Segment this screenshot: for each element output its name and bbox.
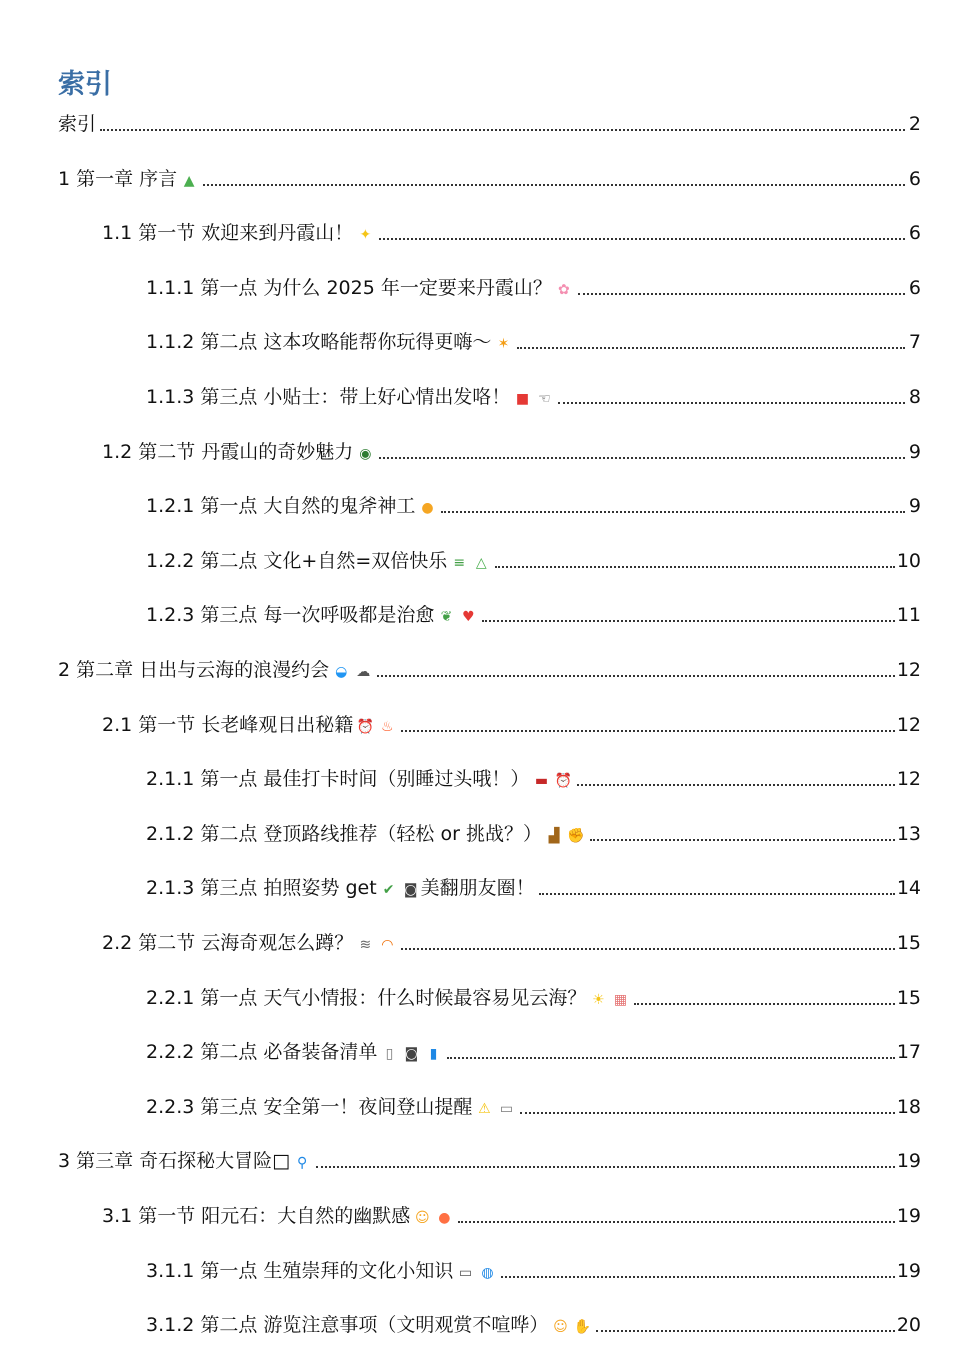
toc-leader-dots — [377, 675, 895, 677]
eye-icon: ◉ — [359, 445, 372, 462]
toc-leader-dots — [517, 347, 905, 349]
toc-entry-number: 1.1.3 — [146, 386, 201, 408]
toc-entry-number: 2.1.3 — [146, 877, 201, 900]
toc-entry[interactable] — [0, 1307, 921, 1337]
toc-page-number: 15 — [896, 932, 921, 954]
sun-cloud-icon: ☀ — [592, 991, 605, 1008]
raised-hand-icon: ✋ — [573, 1319, 592, 1336]
toc-entry-icons — [455, 1263, 497, 1283]
toc-page-number: 12 — [896, 713, 921, 736]
toc-entry-number: 1.2.2 — [146, 549, 201, 572]
toc-leader-dots — [100, 129, 905, 131]
flashlight-icon: ▭ — [499, 1100, 514, 1117]
toc-page-number: 12 — [896, 659, 921, 681]
sunglasses-face-icon: ☺ — [415, 1210, 430, 1226]
toc-entry-number: 1.2.1 — [146, 495, 201, 518]
toc-leader-dots — [203, 184, 905, 186]
toc-leader-dots — [379, 238, 905, 240]
toc-leader-dots — [520, 1112, 894, 1114]
toc-entry[interactable] — [0, 707, 921, 737]
toc-page-number: 9 — [908, 495, 921, 518]
toc-leader-dots — [634, 1003, 894, 1005]
toc-entry[interactable] — [0, 1089, 921, 1119]
toc-leader-dots — [501, 1276, 894, 1278]
fire-icon: ♨ — [381, 718, 394, 735]
toc-page-number: 19 — [896, 1259, 921, 1282]
globe-icon: ◍ — [481, 1264, 494, 1281]
toc-entry-icons — [449, 553, 491, 573]
toc-page-number: 19 — [896, 1205, 921, 1227]
toc-page-number: 2 — [908, 113, 921, 135]
magnifying-glass-icon: ⚲ — [297, 1155, 308, 1172]
toc-entry-title: 第一点 最佳打卡时间（别睡过头哦！） — [200, 768, 530, 791]
toc-entry-icons — [379, 880, 421, 900]
toc-entry-icons — [355, 717, 397, 737]
toc-leader-dots — [590, 839, 895, 841]
toc-entry-title: 第一章 序言 — [76, 167, 178, 190]
toc-entry-title: 第三章 奇石探秘大冒险□ — [76, 1150, 291, 1173]
camera-icon: ◙ — [404, 1046, 419, 1063]
toc-page-number: 18 — [896, 1095, 921, 1118]
toc-entry-title: 第一节 欢迎来到丹霞山！ — [138, 222, 354, 245]
toc-entry-title: 第三点 小贴士：带上好心情出发咯！ — [200, 386, 511, 408]
toc-entry-icons — [379, 1044, 443, 1064]
toc-entry-title: 第二点 游览注意事项（文明观赏不喧哗） — [200, 1314, 549, 1337]
mountain-outline-icon: △ — [475, 554, 487, 571]
toc-entry-icons — [512, 389, 554, 409]
toc-entry[interactable] — [0, 761, 921, 791]
toc-entry-title: 索引 — [58, 113, 97, 135]
toc-entry-icons — [436, 607, 478, 627]
toc-entry[interactable] — [0, 597, 921, 627]
toc-entry[interactable] — [0, 1253, 921, 1283]
toc-entry-icons — [355, 225, 375, 245]
alarm-clock-icon: ⏰ — [356, 718, 375, 735]
peach-icon: ● — [438, 1210, 451, 1226]
hushed-face-icon: ☺ — [553, 1319, 568, 1336]
toc-leader-dots — [578, 293, 905, 295]
toc-entry[interactable] — [0, 816, 921, 846]
toc-entry[interactable] — [0, 106, 921, 136]
toc-entry-icons — [417, 498, 437, 518]
sunrise-icon: ◒ — [335, 664, 348, 680]
warning-icon: ⚠ — [478, 1100, 491, 1117]
toc-entry-icons — [554, 280, 574, 300]
mobile-phone-icon: ▮ — [429, 1046, 438, 1063]
toc-leader-dots — [379, 457, 905, 459]
toc-page-number: 12 — [896, 768, 921, 791]
toc-entry-title: 第二节 云海奇观怎么蹲？ — [138, 932, 354, 954]
toc-entry-title: 第二点 登顶路线推荐（轻松 or 挑战？） — [200, 822, 542, 845]
toc-leader-dots — [482, 620, 894, 622]
toc-leader-dots — [596, 1330, 894, 1332]
toc-entry[interactable] — [0, 434, 921, 464]
toc-entry-number: 1.1.1 — [146, 276, 201, 299]
toc-leader-dots — [316, 1166, 895, 1168]
toc-page-number: 6 — [908, 276, 921, 299]
toc-heading: 索引 — [58, 69, 112, 100]
books-icon: ≡ — [453, 554, 466, 571]
toc-leader-dots — [495, 566, 895, 568]
toc-entry[interactable] — [0, 870, 921, 900]
check-mark-icon: ✔ — [382, 882, 395, 899]
toc-leader-dots — [401, 948, 895, 950]
backpack-icon: ■ — [515, 391, 530, 407]
toc-page-number: 7 — [908, 331, 921, 354]
toc-entry[interactable] — [0, 543, 921, 573]
open-book-icon: ▭ — [458, 1264, 473, 1281]
toc-entry-title: 第一点 生殖崇拜的文化小知识 — [200, 1259, 454, 1282]
party-popper-icon: ✶ — [497, 336, 510, 353]
toc-entry-title: 第二章 日出与云海的浪漫约会 — [76, 659, 330, 681]
toc-entry-number: 3 — [58, 1150, 77, 1173]
toc-page-number: 15 — [896, 986, 921, 1009]
alarm-clock-icon: ⏰ — [554, 773, 573, 790]
toc-entry-icons — [412, 1208, 454, 1228]
toc-leader-dots — [401, 730, 895, 732]
toc-entry-number: 3.1 — [102, 1205, 139, 1227]
toc-entry-icons — [355, 935, 397, 955]
toc-leader-dots — [539, 893, 895, 895]
toc-entry-title: 第一点 大自然的鬼斧神工 — [200, 495, 416, 518]
toc-entry[interactable] — [0, 1143, 921, 1173]
toc-entry-number: 2.2.3 — [146, 1095, 201, 1118]
toc-entry-title: 第一点 天气小情报：什么时候最容易见云海？ — [200, 986, 587, 1009]
hiking-boot-icon: ▟ — [548, 827, 560, 844]
toc-entry[interactable] — [0, 1198, 921, 1228]
toc-entry-number: 1.1.2 — [146, 331, 201, 354]
toc-page-number: 9 — [908, 440, 921, 463]
toc-entry[interactable] — [0, 379, 921, 409]
toc-entry-title: 第三点 拍照姿势 get — [200, 877, 377, 900]
toc-page-number: 10 — [896, 549, 921, 572]
toc-entry[interactable] — [0, 925, 921, 955]
rainbow-icon: ◠ — [381, 937, 394, 953]
mountain-icon: ▲ — [183, 172, 195, 189]
toc-entry-number: 2.1 — [102, 713, 139, 736]
toc-entry-number: 2.2.1 — [146, 986, 201, 1009]
toc-page-number: 19 — [896, 1150, 921, 1173]
toc-entry-title: 第一节 长老峰观日出秘籍 — [138, 713, 354, 736]
bed-icon: ▬ — [534, 773, 549, 790]
toc-entry-number: 1.1 — [102, 222, 139, 245]
toc-entry-title: 第二点 必备装备清单 — [200, 1041, 378, 1064]
toc-leader-dots — [577, 784, 894, 786]
toc-entry-number: 3.1.2 — [146, 1314, 201, 1337]
toc-page-number: 8 — [908, 386, 921, 408]
toc-entry[interactable] — [0, 980, 921, 1010]
toc-leader-dots — [458, 1221, 895, 1223]
sparkles-icon: ✦ — [359, 227, 372, 244]
toc-leader-dots — [447, 1057, 894, 1059]
toc-page-number: 11 — [896, 604, 921, 627]
toc-page-number: 14 — [896, 877, 921, 900]
toc-entry-title: 第三点 安全第一！夜间登山提醒 — [200, 1095, 473, 1118]
toc-entry[interactable] — [0, 324, 921, 354]
toc-entry-icons — [474, 1099, 516, 1119]
toc-entry-number: 1.2.3 — [146, 604, 201, 627]
sparkling-heart-icon: ♥ — [462, 609, 475, 626]
toc-entry-title-suffix: 美翻朋友圈！ — [420, 877, 535, 900]
toc-page-number: 20 — [896, 1314, 921, 1337]
toc-leader-dots — [558, 402, 905, 404]
leaf-icon: ❦ — [440, 609, 453, 626]
toc-entry-number: 2.1.1 — [146, 768, 201, 791]
toc-entry-title: 第二点 这本攻略能帮你玩得更嗨～ — [200, 331, 492, 354]
toc-page-number: 13 — [896, 822, 921, 845]
toc-entry[interactable] — [0, 215, 921, 245]
toc-entry[interactable] — [0, 1034, 921, 1064]
toc-entry-title: 第三点 每一次呼吸都是治愈 — [200, 604, 435, 627]
toc-leader-dots — [441, 511, 905, 513]
cloud-icon: ☁ — [356, 664, 371, 680]
toc-entry-icons — [493, 334, 513, 354]
pointing-hand-icon: ☜ — [538, 391, 551, 407]
waves-icon: ≋ — [359, 937, 372, 953]
toc-entry-number: 2.2 — [102, 932, 139, 954]
toc-entry-icons — [292, 1153, 312, 1173]
cherry-blossom-icon: ✿ — [558, 281, 570, 298]
toc-entry[interactable] — [0, 270, 921, 300]
toc-page-number: 6 — [908, 222, 921, 245]
toc-entry-icons — [331, 662, 373, 682]
flexed-biceps-icon: ✊ — [567, 827, 585, 844]
toc-entry-number: 1.2 — [102, 440, 139, 463]
camera-icon: ◙ — [403, 882, 418, 899]
toc-page-number: 6 — [908, 167, 921, 190]
calendar-icon: ▦ — [613, 991, 628, 1008]
toc-page-number: 17 — [896, 1041, 921, 1064]
toc-entry[interactable] — [0, 652, 921, 682]
toc-entry-icons — [179, 171, 199, 191]
toc-entry-title: 第一节 阳元石：大自然的幽默感 — [138, 1205, 411, 1227]
toc-entry-title: 第二点 文化+自然=双倍快乐 — [200, 549, 448, 572]
toc-entry-icons — [550, 1317, 592, 1337]
toc-entry-title: 第一点 为什么 2025 年一定要来丹霞山？ — [200, 276, 552, 299]
toc-entry[interactable] — [0, 488, 921, 518]
toc-entry-icons — [531, 771, 573, 791]
palette-icon: ● — [421, 500, 434, 517]
toc-entry-number: 2.2.2 — [146, 1041, 201, 1064]
toc-entry-number: 2 — [58, 659, 77, 681]
toc-entry[interactable] — [0, 161, 921, 191]
toc-entry-icons — [588, 990, 630, 1010]
toc-entry-number: 3.1.1 — [146, 1259, 201, 1282]
toc-entry-icons — [355, 444, 375, 464]
toc-entry-number: 1 — [58, 167, 77, 190]
flask-icon: ▯ — [385, 1046, 394, 1063]
toc-entry-title: 第二节 丹霞山的奇妙魅力 — [138, 440, 354, 463]
toc-entry-icons — [544, 826, 586, 846]
toc-entry-number: 2.1.2 — [146, 822, 201, 845]
